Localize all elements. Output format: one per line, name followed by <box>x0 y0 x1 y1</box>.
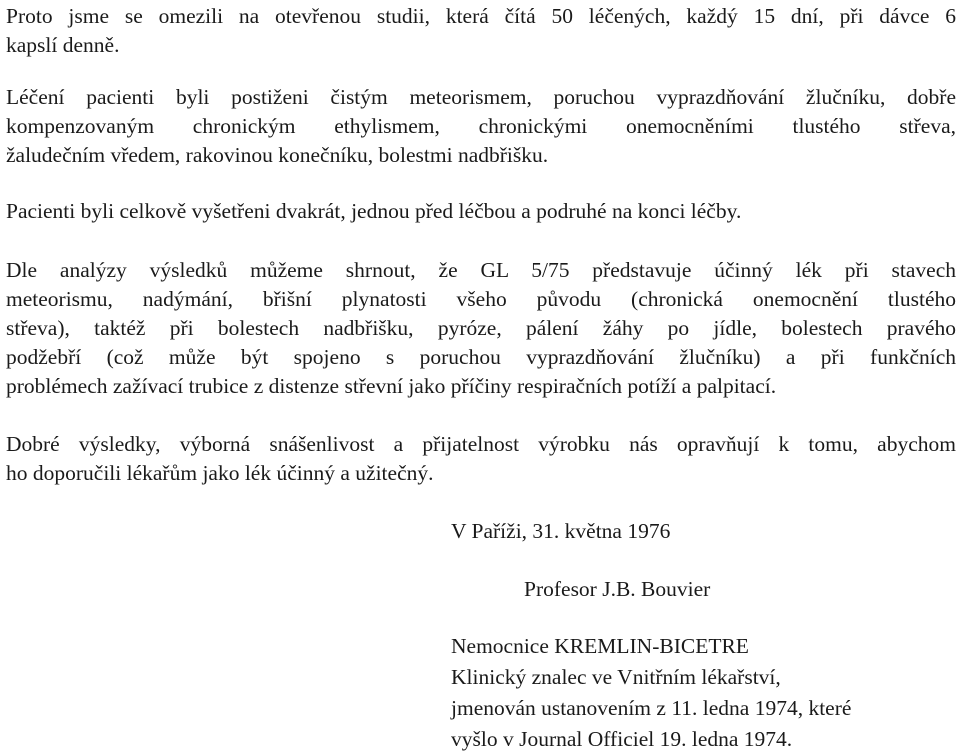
paragraph-line: problémech zažívací trubice z distenze střevní jako příčiny respiračních potíží a palpitací. <box>6 374 777 398</box>
paragraph-study-design <box>6 2 956 60</box>
paragraph-examination <box>6 197 956 226</box>
affiliation-line: vyšlo v Journal Officiel 19. ledna 1974. <box>451 727 793 751</box>
paragraph-results <box>6 256 956 401</box>
paragraph-line: podžebří (což může být spojeno s poruchou vyprazdňování žlučníku) a při funkčních <box>6 345 956 369</box>
paragraph-line: meteorismu, nadýmání, břišní plynatosti všeho původu (chronická onemocnění tlustého <box>6 287 956 311</box>
paragraph-line: Dle analýzy výsledků můžeme shrnout, že GL 5/75 představuje účinný lék při stavech <box>6 258 956 282</box>
affiliation-line: Klinický znalec ve Vnitřním lékařství, <box>451 665 781 689</box>
paragraph-line: střeva), taktéž při bolestech nadbřišku, pyróze, pálení žáhy po jídle, bolestech pravého <box>6 316 956 340</box>
affiliation-line: jmenován ustanovením z 11. ledna 1974, které <box>451 696 852 720</box>
place-date: V Paříži, 31. května 1976 <box>451 519 671 543</box>
paragraph-line: Léčení pacienti byli postiženi čistým meteorismem, poruchou vyprazdňování žlučníku, dobře <box>6 85 956 109</box>
paragraph-line: kapslí denně. <box>6 33 120 57</box>
paragraph-line: kompenzovaným chronickým ethylismem, chronickými onemocněními tlustého střeva, <box>6 114 956 138</box>
paragraph-line: žaludečním vředem, rakovinou konečníku, bolestmi nadbřišku. <box>6 143 549 167</box>
signatory-name: Profesor J.B. Bouvier <box>524 577 711 601</box>
affiliation-block <box>451 631 851 755</box>
paragraph-conclusion <box>6 430 956 488</box>
paragraph-line: Proto jsme se omezili na otevřenou studii, která čítá 50 léčených, každý 15 dní, při dávce 6 <box>6 4 956 28</box>
paragraph-patients <box>6 83 956 170</box>
affiliation-line: Nemocnice KREMLIN-BICETRE <box>451 634 749 658</box>
paragraph-line: Pacienti byli celkově vyšetřeni dvakrát, jednou před léčbou a podruhé na konci léčby. <box>6 199 742 223</box>
paragraph-line: Dobré výsledky, výborná snášenlivost a přijatelnost výrobku nás opravňují k tomu, abychom <box>6 432 956 456</box>
paragraph-line: ho doporučili lékařům jako lék účinný a užitečný. <box>6 461 434 485</box>
